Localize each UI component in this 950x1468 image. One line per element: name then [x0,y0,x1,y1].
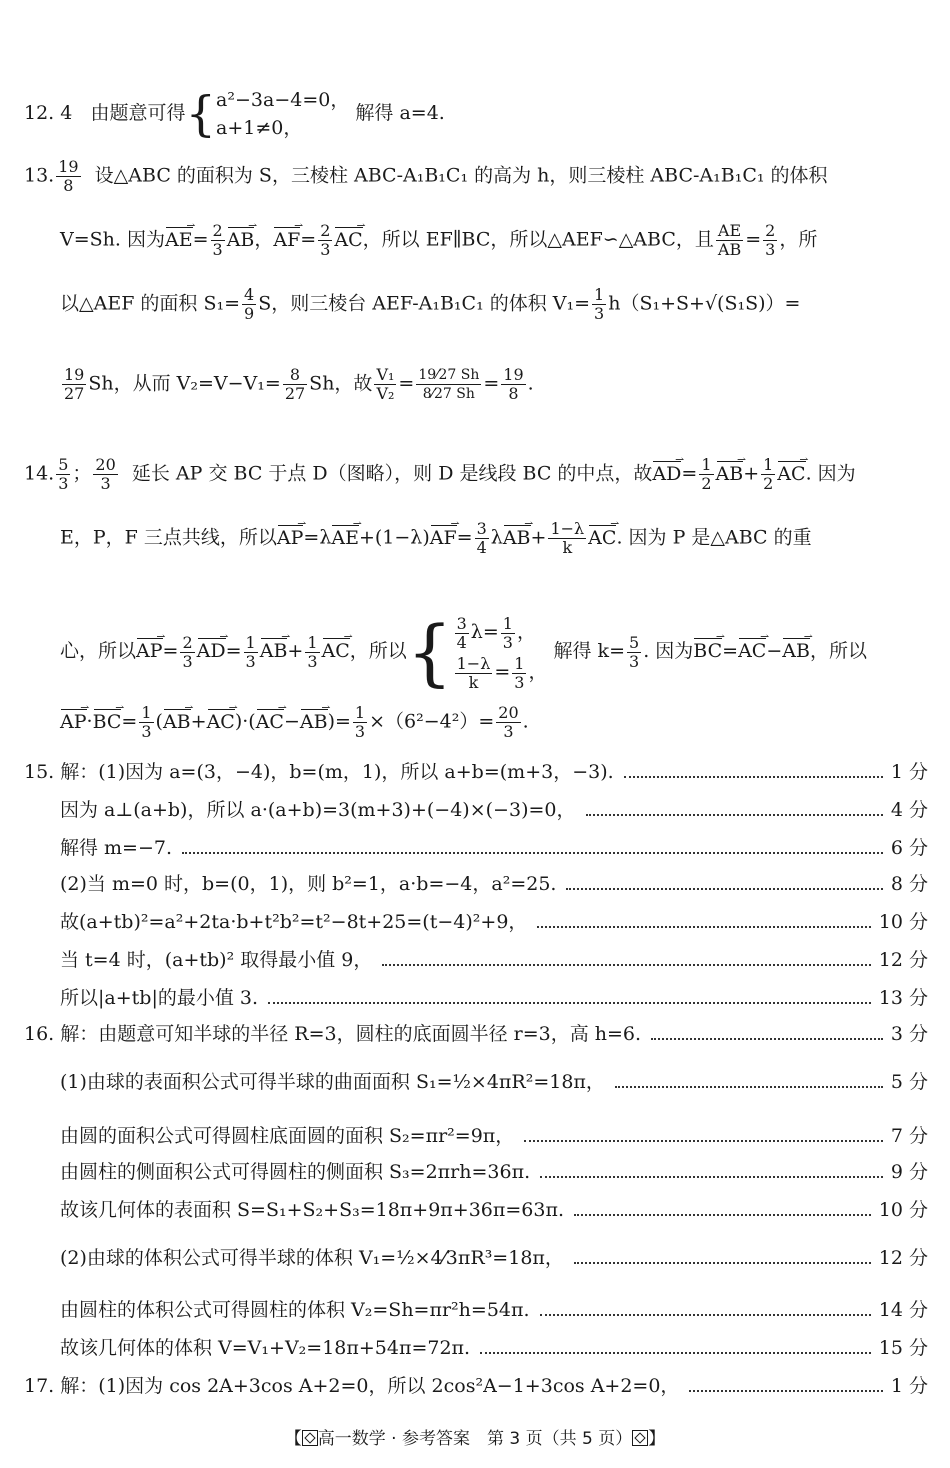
q13-line2: V=Sh. 因为⇀ AE= $\frac{2}{3}$ ⇀ AB，⇀ AF= $\frac{2}{3}$ ⇀ AC，所以 EF∥BC，所以△AEF∽△ABC，且 $\frac{AE}{AB}$ = $\frac{2}{3}$ ，所 [60,222,928,259]
q12-tail: 解得 a=4. [355,102,445,124]
q15-row: 所以|a+tb|的最小值 3. 13 分 [60,987,928,1009]
q14-line4: ⇀ AP·⇀ BC= $\frac{1}{3}$ (⇀ AB+⇀ AC)·(⇀ AC−⇀ AB)= $\frac{1}{3}$ ×（6²−4²）= $\frac{20}{3}$ . [60,704,928,741]
q16-row: 由圆的面积公式可得圆柱底面圆的面积 S₂=πr²=9π， 7 分 [60,1125,928,1147]
q14-answer2: $\frac{20}{3}$ [95,455,116,493]
q14-text1: 延长 AP 交 BC 于点 D（图略），则 D 是线段 BC 的中点，故 [131,462,653,485]
q16-row: 由圆柱的侧面积公式可得圆柱的侧面积 S₃=2πrh=36π. 9 分 [60,1161,928,1183]
q14-answer1: $\frac{5}{3}$ [58,455,69,493]
q12-system [216,86,349,142]
q13-text3c: h（S₁+S+√(S₁S)）= [608,292,801,315]
q13-text3b: S，则三棱台 AEF-A₁B₁C₁ 的体积 V₁= [258,292,591,315]
q15-row: 故(a+tb)²=a²+2ta·b+t²b²=t²−8t+25=(t−4)²+9， 10 分 [60,911,928,933]
q15-row: 因为 a⊥(a+b)，所以 a·(a+b)=3(m+3)+(−4)×(−3)=0， 4 分 [60,799,928,821]
logo-box-icon [302,1430,318,1446]
logo-box-icon [632,1430,648,1446]
q15-row: 当 t=4 时，(a+tb)² 取得最小值 9， 12 分 [60,949,928,971]
q14-text4: ×（6²−4²）= [369,710,495,733]
q15-row: (2)当 m=0 时，b=(0，1)，则 b²=1，a·b=−4，a²=25. 8 分 [60,873,928,895]
q12-lead: 由题意可得 [90,102,186,124]
q16-row: 16. 解：由题意可知半球的半径 R=3，圆柱的底面圆半径 r=3，高 h=6. 3 分 [24,1023,928,1045]
q13-text1: 设△ABC 的面积为 S，三棱柱 ABC-A₁B₁C₁ 的高为 h，则三棱柱 ABC-A₁B₁C₁ 的体积 [94,164,828,187]
q12-eq2: a+1≠0， [216,117,303,139]
q13-text3a: 以△AEF 的面积 S₁= [60,292,241,315]
q14-line1: 14. $\frac{5}{3}$ ； $\frac{20}{3}$ 延长 AP 交 BC 于点 D（图略），则 D 是线段 BC 的中点，故⇀ AD= $\frac{1}{2}$ ⇀ AB+ $\frac{1}{2}$ ⇀ AC. 因为 [24,456,928,493]
q15-row: 15. 解：(1)因为 a=(3，−4)，b=(m，1)，所以 a+b=(m+3，−3). 1 分 [24,761,928,783]
q17-row: 17. 解：(1)因为 cos 2A+3cos A+2=0，所以 2cos²A−1+3cos A+2=0， 1 分 [24,1375,928,1397]
q16-row: (1)由球的表面积公式可得半球的曲面面积 S₁=½×4πR²=18π， 5 分 [60,1071,928,1093]
footer-text: 高一数学 · 参考答案 第 3 页（共 5 页） [317,1429,633,1449]
q14-number: 14. [24,462,55,485]
q12-brace: { [185,86,217,142]
q12-line [24,86,928,142]
q16-row: 由圆柱的体积公式可得圆柱的体积 V₂=Sh=πr²h=54π. 14 分 [60,1299,928,1321]
q12-eq1: a²−3a−4=0， [216,89,350,111]
page-footer: 【 高一数学 · 参考答案 第 3 页（共 5 页） 】 [284,1429,666,1449]
q16-row: 故该几何体的体积 V=V₁+V₂=18π+54π=72π. 15 分 [60,1337,928,1359]
q15-row: 解得 m=−7. 6 分 [60,837,928,859]
q13-text4b: Sh，故 [309,372,373,395]
q12-answer: 4 [60,102,73,124]
q13-line3: 以△AEF 的面积 S₁= $\frac{4}{9}$ S，则三棱台 AEF-A₁B₁C₁ 的体积 V₁= $\frac{1}{3}$ h（S₁+S+√(S₁S)）= [60,285,801,323]
q13-number: 13. [24,164,55,187]
q14-text2: E，P，F 三点共线，所以 [60,526,277,549]
q14-line2: E，P，F 三点共线，所以⇀ AP=λ⇀ AE+(1−λ)⇀ AF= $\frac{3}{4}$ λ⇀ AB+ $\frac{1-\lambda}{k}$ ⇀ AC. 因为 P 是△ABC 的重 [60,520,928,557]
q13-text4a: Sh，从而 V₂=V−V₁= [88,372,281,395]
q16-row: (2)由球的体积公式可得半球的体积 V₁=½×4⁄3πR³=18π， 12 分 [60,1247,928,1269]
q13-line1 [24,158,928,195]
q13-answer: $\frac{19}{8}$ [58,157,79,195]
q13-line4: $\frac{19}{27}$ Sh，从而 V₂=V−V₁= $\frac{8}{27}$ Sh，故 $\frac{\text{V₁}}{\text{V₂}}$ = $\frac{19⁄27 Sh}{8⁄27 Sh}$ = $\frac{19}{8}$ . [64,365,534,403]
q12-number: 12. [24,102,55,124]
q13-text2b: ，所以 EF∥BC，所以△AEF∽△ABC，且 [362,228,714,251]
q14-line3: 心，所以⇀ AP= $\frac{2}{3}$ ⇀ AD= $\frac{1}{3}$ ⇀ AB+ $\frac{1}{3}$ ⇀ AC，所以{ $\frac{3}{4}$ λ= $\frac{1}{3}$ ， $\frac{1-\lambda}{k}$ = $\frac{1}{3}$ ， 解得 k= $\frac{5}{3}$ . 因为⇀ BC=⇀ AC−⇀ AB，所以 [60,612,928,692]
q14-text2b: 因为 P 是△ABC 的重 [628,526,812,549]
q16-row: 故该几何体的表面积 S=S₁+S₂+S₃=18π+9π+36π=63π. 10 分 [60,1199,928,1221]
q13-text2a: V=Sh. 因为 [60,228,165,251]
